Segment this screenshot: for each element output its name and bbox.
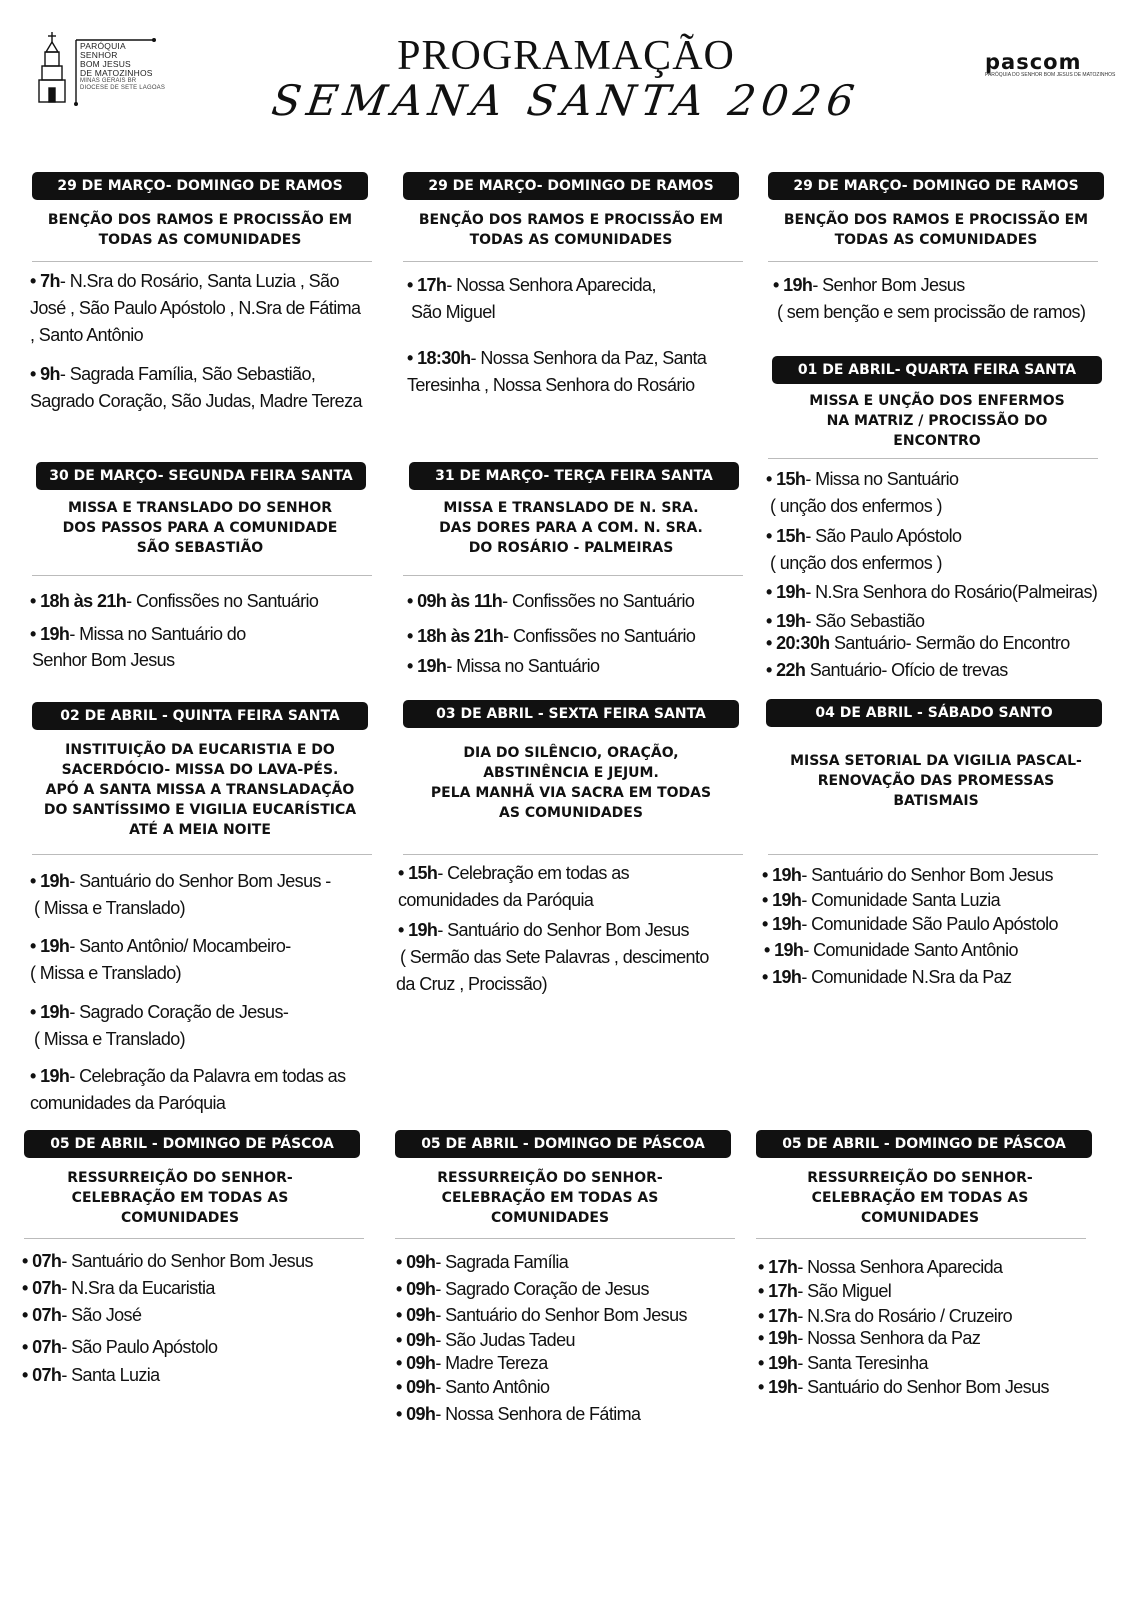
date-pill: 05 DE ABRIL - DOMINGO DE PÁSCOA <box>395 1130 731 1158</box>
event-description: DIA DO SILÊNCIO, ORAÇÃO, ABSTINÊNCIA E JEJUM. PELA MANHÃ VIA SACRA EM TODAS AS COMUNIDADES <box>430 745 712 821</box>
schedule-item: • 09h- Sagrado Coração de Jesus <box>396 1279 649 1299</box>
event-description: RESSURREIÇÃO DO SENHOR- CELEBRAÇÃO EM TODAS AS COMUNIDADES <box>437 1170 663 1226</box>
schedule-item: • 19h- Missa no Santuário <box>407 656 600 676</box>
schedule-item: • 20:30h Santuário- Sermão do Encontro <box>766 633 1070 653</box>
schedule-item: • 07h- N.Sra da Eucaristia <box>22 1278 215 1298</box>
schedule-item: • 19h- Comunidade Santa Luzia <box>762 890 1001 910</box>
date-pill: 31 DE MARÇO- TERÇA FEIRA SANTA <box>409 462 739 490</box>
divider <box>403 575 743 576</box>
schedule-item: • 19h- Missa no Santuário do <box>30 624 246 644</box>
schedule-item: Sagrado Coração, São Judas, Madre Tereza <box>30 391 362 411</box>
divider <box>768 458 1098 459</box>
date-pill: 30 DE MARÇO- SEGUNDA FEIRA SANTA <box>36 462 366 490</box>
schedule-item: • 09h às 11h- Confissões no Santuário <box>407 591 695 611</box>
schedule-item: ( Missa e Translado) <box>34 898 186 918</box>
date-pill: 05 DE ABRIL - DOMINGO DE PÁSCOA <box>24 1130 360 1158</box>
divider <box>403 261 743 262</box>
schedule-item: • 07h- São Paulo Apóstolo <box>22 1337 218 1357</box>
schedule-item: José , São Paulo Apóstolo , N.Sra de Fátima <box>30 298 361 318</box>
divider <box>32 261 372 262</box>
schedule-item: ( Missa e Translado) <box>30 963 182 983</box>
schedule-item: ( unção dos enfermos ) <box>770 553 942 573</box>
schedule-item: • 09h- Nossa Senhora de Fátima <box>396 1404 641 1424</box>
date-pill: 02 DE ABRIL - QUINTA FEIRA SANTA <box>32 702 368 730</box>
event-description: MISSA E UNÇÃO DOS ENFERMOS NA MATRIZ / PROCISSÃO DO ENCONTRO <box>809 393 1065 449</box>
schedule-item: • 19h- São Sebastião <box>766 611 925 631</box>
schedule-item: • 19h- Comunidade N.Sra da Paz <box>762 967 1012 987</box>
event-description: RESSURREIÇÃO DO SENHOR- CELEBRAÇÃO EM TODAS AS COMUNIDADES <box>67 1170 293 1226</box>
schedule-item: comunidades da Paróquia <box>30 1093 226 1113</box>
schedule-item: • 19h- Santuário do Senhor Bom Jesus - <box>30 871 331 891</box>
schedule-item: • 07h- Santuário do Senhor Bom Jesus <box>22 1251 313 1271</box>
schedule-item: • 19h- Nossa Senhora da Paz <box>758 1328 981 1348</box>
event-description: MISSA SETORIAL DA VIGILIA PASCAL- RENOVAÇÃO DAS PROMESSAS BATISMAIS <box>790 753 1082 809</box>
event-description: BENÇÃO DOS RAMOS E PROCISSÃO EM TODAS AS COMUNIDADES <box>783 212 1089 248</box>
date-pill: 05 DE ABRIL - DOMINGO DE PÁSCOA <box>756 1130 1092 1158</box>
event-description: RESSURREIÇÃO DO SENHOR- CELEBRAÇÃO EM TODAS AS COMUNIDADES <box>807 1170 1033 1226</box>
schedule-item: • 19h- Senhor Bom Jesus <box>773 275 965 295</box>
schedule-item: ( sem benção e sem procissão de ramos) <box>777 302 1086 322</box>
schedule-item: • 18:30h- Nossa Senhora da Paz, Santa <box>407 348 707 368</box>
divider <box>756 1238 1086 1239</box>
schedule-item: São Miguel <box>411 302 496 322</box>
date-pill: 29 DE MARÇO- DOMINGO DE RAMOS <box>768 172 1104 200</box>
event-description: BENÇÃO DOS RAMOS E PROCISSÃO EM TODAS AS COMUNIDADES <box>47 212 353 248</box>
schedule-item: • 19h- Santo Antônio/ Mocambeiro- <box>30 936 291 956</box>
date-pill: 04 DE ABRIL - SÁBADO SANTO <box>766 699 1102 727</box>
divider <box>24 1238 364 1239</box>
schedule-item: • 18h às 21h- Confissões no Santuário <box>407 626 696 646</box>
schedule-item: • 09h- Santuário do Senhor Bom Jesus <box>396 1305 687 1325</box>
schedule-item: • 09h- Santo Antônio <box>396 1377 550 1397</box>
date-pill: 29 DE MARÇO- DOMINGO DE RAMOS <box>403 172 739 200</box>
schedule-item: • 19h- Santuário do Senhor Bom Jesus <box>758 1377 1049 1397</box>
schedule-item: Teresinha , Nossa Senhora do Rosário <box>407 375 695 395</box>
page-title: PROGRAMAÇÃO <box>397 33 735 79</box>
divider <box>403 854 743 855</box>
divider <box>32 575 372 576</box>
schedule-item: • 19h- N.Sra Senhora do Rosário(Palmeiras) <box>766 582 1098 602</box>
schedule-item: • 17h- São Miguel <box>758 1281 892 1301</box>
schedule-item: • 19h- Celebração da Palavra em todas as <box>30 1066 346 1086</box>
page-subtitle: SEMANA SANTA 2026 <box>268 76 864 125</box>
date-pill: 03 DE ABRIL - SEXTA FEIRA SANTA <box>403 700 739 728</box>
divider <box>395 1238 735 1239</box>
schedule-item: , Santo Antônio <box>30 325 144 345</box>
event-description: MISSA E TRANSLADO DE N. SRA. DAS DORES PARA A COM. N. SRA. DO ROSÁRIO - PALMEIRAS <box>439 500 703 556</box>
schedule-item: • 17h- N.Sra do Rosário / Cruzeiro <box>758 1306 1013 1326</box>
pascom-logo: pascom PARÓQUIA DO SENHOR BOM JESUS DE MATOZINHOS <box>985 50 1116 78</box>
event-description: BENÇÃO DOS RAMOS E PROCISSÃO EM TODAS AS COMUNIDADES <box>418 212 724 248</box>
schedule-item: • 09h- São Judas Tadeu <box>396 1330 575 1350</box>
schedule-item: • 17h- Nossa Senhora Aparecida <box>758 1257 1003 1277</box>
divider <box>32 854 372 855</box>
divider <box>768 261 1098 262</box>
schedule-item: • 19h- Santuário do Senhor Bom Jesus <box>762 865 1053 885</box>
schedule-item: • 07h- São José <box>22 1305 142 1325</box>
schedule-item: ( unção dos enfermos ) <box>770 496 942 516</box>
schedule-item: • 7h- N.Sra do Rosário, Santa Luzia , São <box>30 271 339 291</box>
parish-logo-text: PARÓQUIA SENHOR BOM JESUS DE MATOZINHOS MINAS GERAIS BR DIOCESE DE SETE LAGOAS <box>80 41 166 91</box>
event-description: MISSA E TRANSLADO DO SENHOR DOS PASSOS PARA A COMUNIDADE SÃO SEBASTIÃO <box>62 500 338 556</box>
schedule-item: • 19h- Sagrado Coração de Jesus- <box>30 1002 289 1022</box>
schedule-item: • 17h- Nossa Senhora Aparecida, <box>407 275 656 295</box>
divider <box>768 854 1098 855</box>
schedule-item: ( Sermão das Sete Palavras , descimento <box>400 947 709 967</box>
schedule-item: Senhor Bom Jesus <box>32 650 175 670</box>
schedule-item: • 15h- Missa no Santuário <box>766 469 959 489</box>
schedule-item: ( Missa e Translado) <box>34 1029 186 1049</box>
schedule-item: • 22h Santuário- Ofício de trevas <box>766 660 1008 680</box>
schedule-item: comunidades da Paróquia <box>398 890 594 910</box>
date-pill: 01 DE ABRIL- QUARTA FEIRA SANTA <box>772 356 1102 384</box>
schedule-item: • 9h- Sagrada Família, São Sebastião, <box>30 364 316 384</box>
date-pill: 29 DE MARÇO- DOMINGO DE RAMOS <box>32 172 368 200</box>
schedule-item: • 18h às 21h- Confissões no Santuário <box>30 591 319 611</box>
schedule-item: • 19h- Comunidade São Paulo Apóstolo <box>762 914 1058 934</box>
schedule-item: • 19h- Santa Teresinha <box>758 1353 928 1373</box>
event-description: INSTITUIÇÃO DA EUCARISTIA E DO SACERDÓCIO- MISSA DO LAVA-PÉS. APÓ A SANTA MISSA A TRANSLADAÇÃO DO SANTÍSSIMO E VIGILIA EUCARÍSTICA ATÉ A MEIA NOITE <box>43 742 357 838</box>
schedule-item: • 19h- Santuário do Senhor Bom Jesus <box>398 920 689 940</box>
schedule-item: • 09h- Sagrada Família <box>396 1252 569 1272</box>
schedule-item: • 15h- Celebração em todas as <box>398 863 630 883</box>
schedule-item: • 09h- Madre Tereza <box>396 1353 548 1373</box>
schedule-item: • 19h- Comunidade Santo Antônio <box>764 940 1018 960</box>
schedule-item: • 15h- São Paulo Apóstolo <box>766 526 962 546</box>
schedule-item: da Cruz , Procissão) <box>396 974 548 994</box>
schedule-item: • 07h- Santa Luzia <box>22 1365 160 1385</box>
